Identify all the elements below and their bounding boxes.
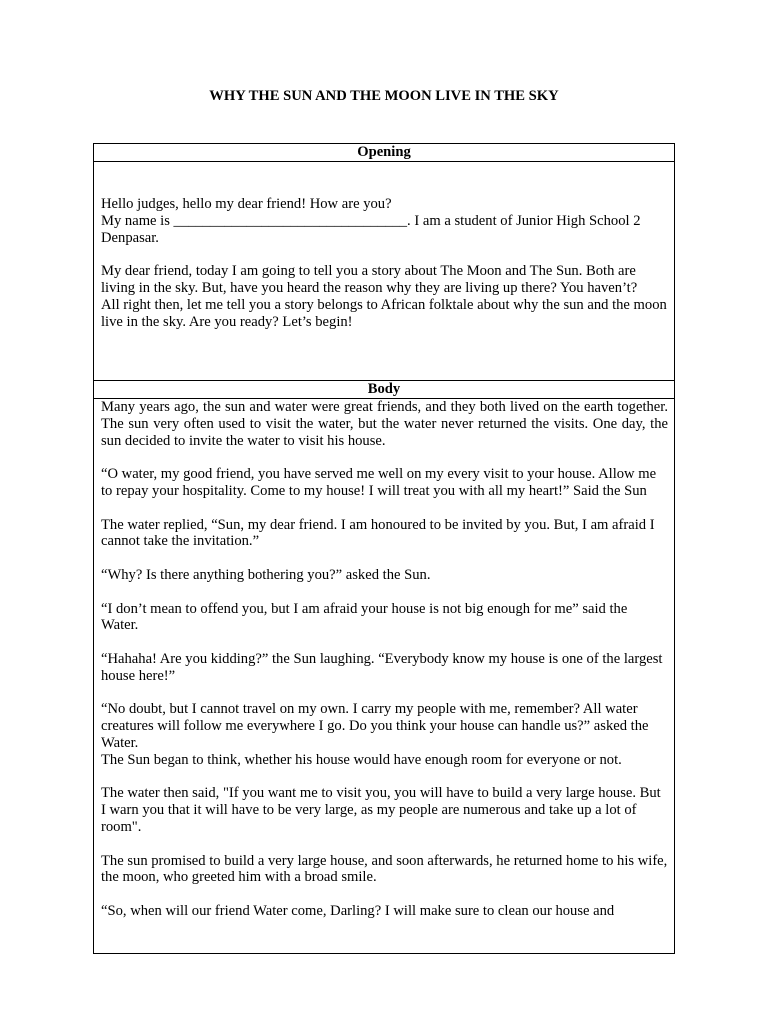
page-title: WHY THE SUN AND THE MOON LIVE IN THE SKY [209, 88, 559, 104]
opening-lets-begin: All right then, let me tell you a story belongs to African folktale about why the sun and the moon live in the sky. Are you ready? Let’s begin! [101, 296, 667, 330]
opening-header: Opening [94, 144, 674, 162]
body-paragraph: The water then said, "If you want me to visit you, you will have to build a very large house. But I warn you that it will have to be very large, as my people are numerous and take up a lot of room". [101, 785, 661, 835]
story-table [93, 143, 675, 954]
body-paragraph: The water replied, “Sun, my dear friend. I am honoured to be invited by you. But, I am afraid I cannot take the invitation.” [101, 516, 655, 550]
body-paragraph: “Hahaha! Are you kidding?” the Sun laughing. “Everybody know my house is one of the largest house here!” [101, 650, 663, 684]
opening-introduction: My name is ________________________________. I am a student of Junior High School 2 Denpasar. [101, 212, 641, 246]
body-header: Body [94, 381, 674, 399]
opening-story-intro: My dear friend, today I am going to tell you a story about The Moon and The Sun. Both are living in the sky. But, have you heard the reason why they are living up there? You haven’t? [101, 263, 638, 296]
body-paragraph: “No doubt, but I cannot travel on my own. I carry my people with me, remember? All water creatures will follow me everywhere I go. Do you think your house can handle us?” asked the Water. [101, 701, 649, 751]
body-section [94, 399, 674, 953]
body-paragraph: “I don’t mean to offend you, but I am afraid your house is not big enough for me” said the Water. [101, 600, 628, 634]
body-paragraph: The sun promised to build a very large house, and soon afterwards, he returned home to his wife, the moon, who greeted him with a broad smile. [101, 852, 668, 886]
body-paragraph: Many years ago, the sun and water were great friends, and they both lived on the earth together. The sun very often used to visit the water, but the water never returned the visits. One day, the sun decided to invite the water to visit his house. [101, 399, 668, 449]
body-paragraph: “O water, my good friend, you have served me well on my every visit to your house. Allow me to repay your hospitality. Come to my house! I will treat you with all my heart!” Said the Sun [101, 466, 657, 499]
body-paragraph: “So, when will our friend Water come, Darling? I will make sure to clean our house and [101, 902, 615, 919]
opening-greeting: Hello judges, hello my dear friend! How are you? [101, 196, 392, 212]
body-paragraph: The Sun began to think, whether his house would have enough room for everyone or not. [101, 751, 622, 768]
opening-section [94, 162, 674, 381]
body-paragraph: “Why? Is there anything bothering you?” asked the Sun. [101, 566, 431, 583]
